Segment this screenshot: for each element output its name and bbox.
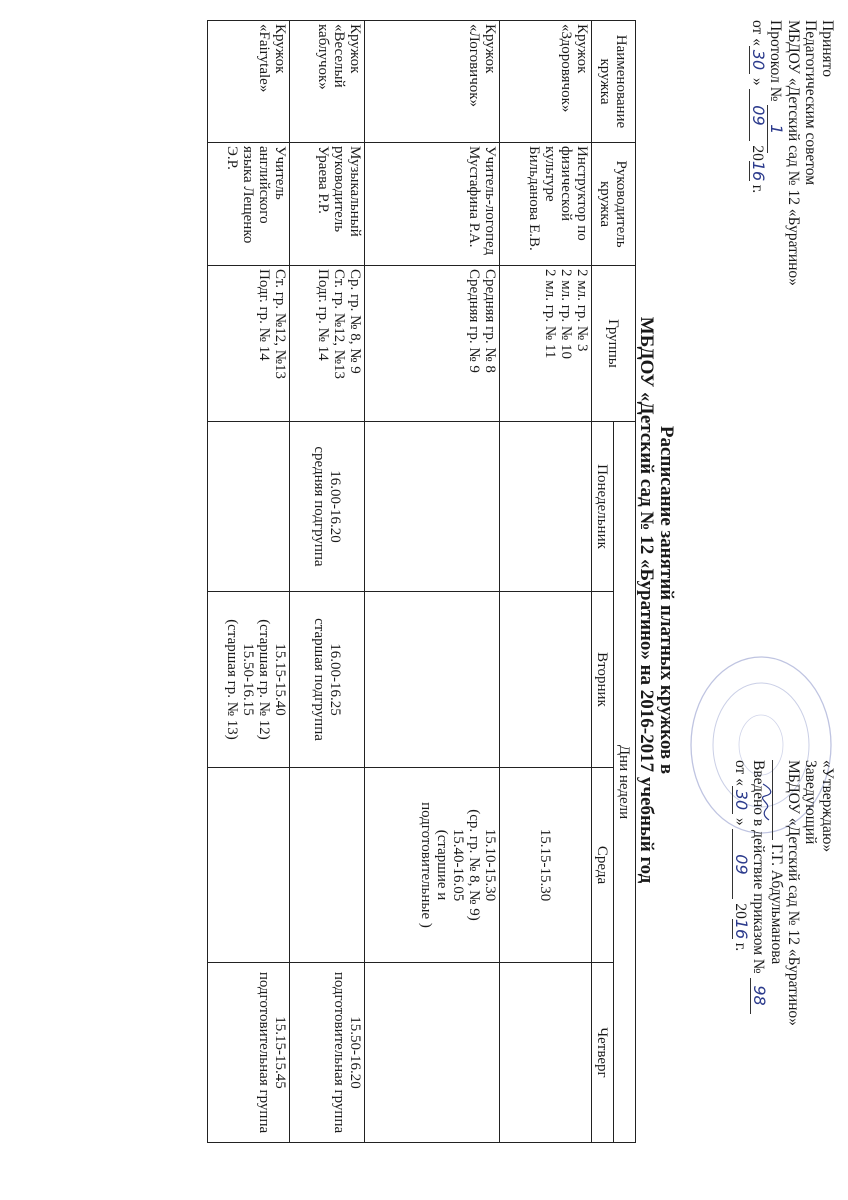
- order-date-prefix: от «: [732, 760, 749, 786]
- row3-tuesday: 16.00-16.25 старшая подгруппа: [290, 592, 365, 768]
- protocol-date-line: [749, 20, 767, 440]
- signature-name: Г.Г. Абдульманова: [768, 843, 785, 965]
- signature-field: [772, 760, 773, 840]
- header-monday: Понедельник: [592, 422, 614, 592]
- date-suffix: г.: [749, 184, 766, 194]
- signature-line: [768, 760, 785, 1160]
- row4-name: Кружок «Fairytale»: [208, 21, 290, 143]
- order-date-suffix: г.: [732, 942, 749, 952]
- protocol-label: Протокол №: [767, 20, 784, 102]
- row4-tuesday: 15.15-15.40 (старшая гр. № 12) 15.50-16.15 (старшая гр. № 13): [208, 592, 290, 768]
- signature-icon: [759, 782, 775, 822]
- approval-right-line1: «Утверждаю»: [819, 760, 836, 853]
- order-date-sep: »: [732, 817, 749, 826]
- row3-name: Кружок «Веселый каблучок»: [290, 21, 365, 143]
- header-wednesday: Среда: [592, 768, 614, 963]
- row3-wednesday: [290, 768, 365, 963]
- approval-right-line2: Заведующий: [802, 760, 819, 845]
- row1-wednesday: 15.15-15.30: [500, 768, 592, 963]
- row3-monday: 16.00-16.20 средняя подгруппа: [290, 422, 365, 592]
- row1-tuesday: [500, 592, 592, 768]
- approval-left-line1: Принято: [819, 20, 836, 77]
- row4-monday: [208, 422, 290, 592]
- title-line2: МБДОУ «Детский сад № 12 «Буратино» на 2016-2017 учебный год: [636, 316, 657, 884]
- protocol-line: [767, 20, 785, 440]
- date-year: 16: [749, 160, 768, 182]
- protocol-number: 1: [767, 105, 785, 153]
- order-date-month: 09: [732, 829, 750, 899]
- row4-leader: Учитель английского языка Лещенко Э.Р.: [208, 143, 290, 266]
- header-groups: Группы: [592, 266, 636, 422]
- date-year-prefix: 20: [749, 145, 766, 161]
- order-date-day: 30: [732, 786, 750, 814]
- row2-tuesday: [365, 592, 500, 768]
- approval-block-right: [732, 760, 836, 1160]
- date-prefix: от «: [749, 20, 766, 46]
- header-tuesday: Вторник: [592, 592, 614, 768]
- table-row: [290, 21, 365, 1143]
- approval-left-line2: Педагогическим советом: [802, 20, 819, 186]
- header-days: Дни недели: [614, 422, 636, 1143]
- row2-monday: [365, 422, 500, 592]
- date-sep: »: [749, 77, 766, 86]
- date-day: 30: [749, 46, 767, 74]
- row2-wednesday: 15.10-15.30 (ср. гр. № 8, № 9) 15.40-16.05 (старшие и подготовительные ): [365, 768, 500, 963]
- table-row: [500, 21, 592, 1143]
- table-row: [208, 21, 290, 1143]
- row1-monday: [500, 422, 592, 592]
- order-number: 98: [750, 978, 768, 1014]
- row1-name: Кружок «Здоровячок»: [500, 21, 592, 143]
- row1-groups: 2 мл. гр. № 3 2 мл. гр. № 10 2 мл. гр. № 11: [500, 266, 592, 422]
- order-date-line: [732, 760, 750, 1160]
- approval-block-left: [749, 20, 836, 440]
- title-line1: Расписание занятий платных кружков в: [656, 425, 677, 775]
- row1-leader: Инструктор по физической культуре Бильданова Е.В.: [500, 143, 592, 266]
- order-date-year-prefix: 20: [732, 903, 749, 919]
- header-name: Наименование кружка: [592, 21, 636, 143]
- row4-wednesday: [208, 768, 290, 963]
- row1-thursday: [500, 963, 592, 1143]
- table-row: [365, 21, 500, 1143]
- approval-right-line3: МБДОУ «Детский сад № 12 «Буратино»: [785, 760, 802, 1026]
- date-month: 09: [749, 89, 767, 141]
- row3-groups: Ср. гр. № 8, № 9 Ст. гр. №12, №13 Подг. гр. № 14: [290, 266, 365, 422]
- row3-leader: Музыкальный руководитель Ураева Р.Р.: [290, 143, 365, 266]
- row2-leader: Учитель-логопед Мустафина Р.А.: [365, 143, 500, 266]
- row2-groups: Средняя гр. № 8 Средняя гр. № 9: [365, 266, 500, 422]
- table-header-row: [614, 21, 636, 1143]
- order-date-year: 16: [732, 918, 751, 940]
- row2-thursday: [365, 963, 500, 1143]
- row3-thursday: 15.50-16.20 подготовительная группа: [290, 963, 365, 1143]
- header-thursday: Четверг: [592, 963, 614, 1143]
- header-leader: Руководитель кружка: [592, 143, 636, 266]
- row4-thursday: 15.15-15.45 подготовительная группа: [208, 963, 290, 1143]
- order-label: Введено в действие приказом №: [750, 760, 767, 974]
- schedule-table: [207, 20, 636, 1143]
- row4-groups: Ст. гр. №12, №13 Подг. гр. № 14: [208, 266, 290, 422]
- approval-left-line3: МБДОУ «Детский сад № 12 «Буратино»: [785, 20, 802, 286]
- row2-name: Кружок «Логовичок»: [365, 21, 500, 143]
